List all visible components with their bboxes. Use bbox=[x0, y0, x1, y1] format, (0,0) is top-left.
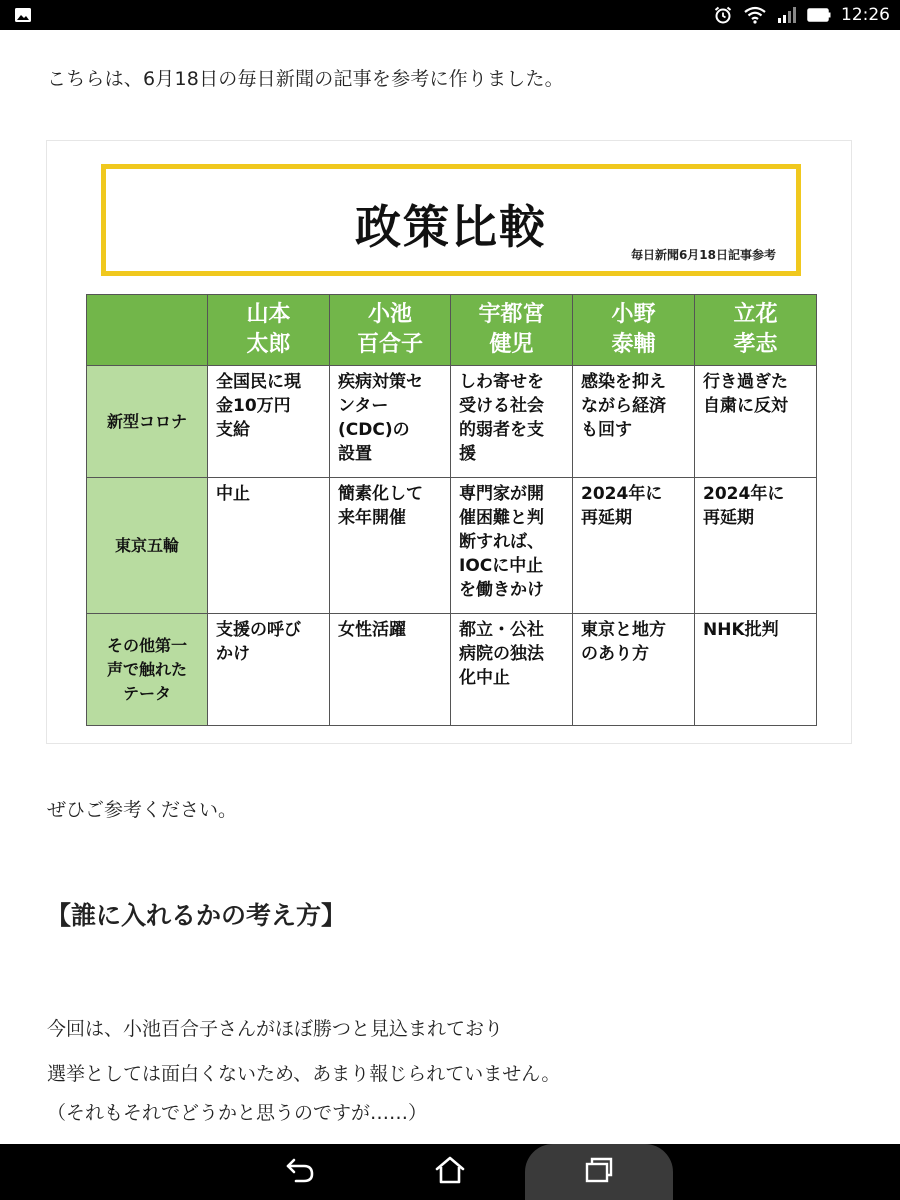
candidate-header: 山本 太郎 bbox=[208, 295, 330, 366]
policy-comparison-image[interactable] bbox=[46, 140, 852, 744]
article-content bbox=[0, 30, 900, 1144]
battery-icon bbox=[807, 7, 831, 23]
back-icon bbox=[284, 1156, 316, 1188]
navigation-bar bbox=[0, 1144, 900, 1200]
table-cell: しわ寄せを 受ける社会 的弱者を支 援 bbox=[451, 366, 573, 478]
table-cell: 行き過ぎた 自粛に反対 bbox=[695, 366, 817, 478]
policy-table bbox=[86, 294, 817, 726]
table-cell: NHK批判 bbox=[695, 614, 817, 726]
candidate-header: 立花 孝志 bbox=[695, 295, 817, 366]
back-button[interactable] bbox=[255, 1144, 345, 1200]
table-cell: 都立・公社 病院の独法 化中止 bbox=[451, 614, 573, 726]
table-cell: 2024年に 再延期 bbox=[695, 477, 817, 614]
row-label: その他第一 声で触れた テータ bbox=[87, 614, 208, 726]
reference-note: ぜひご参考ください。 bbox=[47, 799, 238, 821]
table-row bbox=[87, 366, 817, 478]
table-cell: 簡素化して 来年開催 bbox=[330, 477, 451, 614]
body-line: （それもそれでどうかと思うのですが……） bbox=[47, 1102, 428, 1124]
recents-icon bbox=[584, 1156, 614, 1188]
image-icon bbox=[14, 7, 32, 23]
table-cell: 女性活躍 bbox=[330, 614, 451, 726]
table-cell: 感染を抑え ながら経済 も回す bbox=[573, 366, 695, 478]
cell-signal-icon bbox=[777, 6, 797, 24]
figure-title: 政策比較 bbox=[355, 200, 547, 254]
section-heading: 【誰に入れるかの考え方】 bbox=[46, 901, 347, 930]
home-button[interactable] bbox=[405, 1144, 495, 1200]
table-cell: 東京と地方 のあり方 bbox=[573, 614, 695, 726]
wifi-icon bbox=[743, 6, 767, 24]
figure-source: 毎日新聞6月18日記事参考 bbox=[630, 248, 776, 262]
recents-button[interactable] bbox=[554, 1144, 644, 1200]
table-header-row bbox=[87, 295, 817, 366]
candidate-header: 小野 泰輔 bbox=[573, 295, 695, 366]
table-row bbox=[87, 614, 817, 726]
clock-time: 12:26 bbox=[841, 5, 890, 25]
alarm-clock-icon bbox=[713, 5, 733, 25]
candidate-header: 小池 百合子 bbox=[330, 295, 451, 366]
body-line: 今回は、小池百合子さんがほぼ勝つと見込まれており bbox=[47, 1018, 504, 1040]
intro-paragraph: こちらは、6月18日の毎日新聞の記事を参考に作りました。 bbox=[47, 68, 564, 90]
table-cell: 全国民に現 金10万円 支給 bbox=[208, 366, 330, 478]
table-cell: 疾病対策セ ンター (CDC)の 設置 bbox=[330, 366, 451, 478]
status-bar bbox=[0, 0, 900, 30]
row-label: 新型コロナ bbox=[87, 366, 208, 478]
home-icon bbox=[434, 1155, 466, 1189]
table-cell: 支援の呼び かけ bbox=[208, 614, 330, 726]
table-corner-cell bbox=[87, 295, 208, 366]
table-cell: 専門家が開 催困難と判 断すれば、 IOCに中止 を働きかけ bbox=[451, 477, 573, 614]
row-label: 東京五輪 bbox=[87, 477, 208, 614]
table-cell: 2024年に 再延期 bbox=[573, 477, 695, 614]
table-row bbox=[87, 477, 817, 614]
candidate-header: 宇都宮 健児 bbox=[451, 295, 573, 366]
table-cell: 中止 bbox=[208, 477, 330, 614]
body-line: 選挙としては面白くないため、あまり報じられていません。 bbox=[47, 1063, 561, 1085]
figure-title-box bbox=[101, 164, 801, 276]
